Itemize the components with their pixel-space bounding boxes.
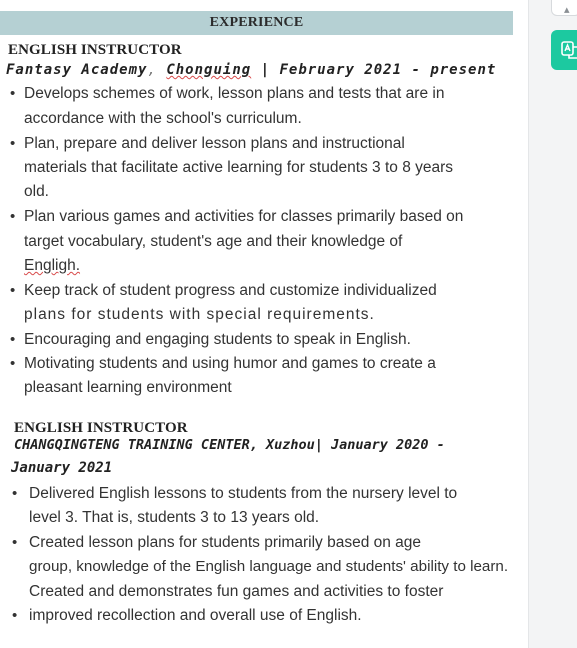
section-title: EXPERIENCE	[209, 15, 304, 30]
job1-bullet-1-line-2: accordance with the school's curriculum.	[24, 110, 302, 127]
job1-bullet-3-line-2: target vocabulary, student's age and their knowledge of	[24, 233, 403, 250]
job2-title: ENGLISH INSTRUCTOR	[14, 420, 188, 436]
job2-meta-line-2: January 2021	[11, 460, 113, 476]
job1-bullet-6-line-2: pleasant learning environment	[24, 379, 232, 396]
collapse-icon: ▴	[564, 3, 570, 16]
job1-bullet-4-line-2: plans for students with special requirements.	[24, 306, 375, 323]
section-header-experience	[0, 11, 513, 35]
job1-bullet-1-line-1: Develops schemes of work, lesson plans and tests that are in	[24, 85, 445, 102]
job1-bullet-3-line-1: Plan various games and activities for classes primarily based on	[24, 208, 464, 225]
job1-meta	[6, 62, 496, 78]
bullet-dot: •	[10, 208, 16, 225]
job1-bullet-2-line-2: materials that facilitate active learning for students 3 to 8 years	[24, 159, 454, 176]
job1-title: ENGLISH INSTRUCTOR	[8, 42, 182, 58]
job2-bullet-2-line-3: Created and demonstrates fun games and activities to foster	[29, 583, 444, 600]
job1-bullet-5-line-1: Encouraging and engaging students to speak in English.	[24, 331, 411, 348]
job2-bullet-2-line-2: group, knowledge of the English language and students' ability to learn.	[29, 558, 509, 575]
translate-icon	[561, 41, 577, 59]
collapse-button[interactable]	[551, 0, 577, 16]
job2-bullet-2-line-1: Created lesson plans for students primarily based on age	[29, 534, 422, 551]
job2-bullet-1-line-2: level 3. That is, students 3 to 13 years old.	[29, 509, 320, 526]
job1-bullet-2-line-1: Plan, prepare and deliver lesson plans and instructional	[24, 135, 405, 152]
bullet-dot: •	[10, 331, 16, 348]
bullet-dot: •	[10, 282, 16, 299]
job2-bullet-3-line-1: improved recollection and overall use of English.	[29, 607, 362, 624]
job1-bullet-4-line-1: Keep track of student progress and customize individualized	[24, 282, 437, 299]
job1-city: Chonguing	[166, 62, 252, 78]
job1-employer: Fantasy Academy	[6, 62, 148, 78]
job2-meta-line-1: CHANGQINGTENG TRAINING CENTER, Xuzhou| January 2020 -	[14, 437, 445, 453]
job1-bullet-6-line-1: Motivating students and using humor and games to create a	[24, 355, 436, 372]
bullet-dot: •	[10, 85, 16, 102]
translate-button[interactable]	[551, 30, 577, 70]
right-sidebar	[528, 0, 577, 648]
job1-dates: | February 2021 - present	[260, 62, 497, 78]
job1-bullet-3-line-3: Engligh.	[24, 257, 81, 274]
bullet-dot: •	[12, 485, 18, 502]
job1-separator: ,	[147, 62, 157, 78]
bullet-dot: •	[12, 607, 18, 624]
bullet-dot: •	[10, 135, 16, 152]
bullet-dot: •	[10, 355, 16, 372]
bullet-dot: •	[12, 534, 18, 551]
job1-bullet-2-line-3: old.	[24, 183, 49, 200]
job2-bullet-1-line-1: Delivered English lessons to students from the nursery level to	[29, 485, 458, 502]
